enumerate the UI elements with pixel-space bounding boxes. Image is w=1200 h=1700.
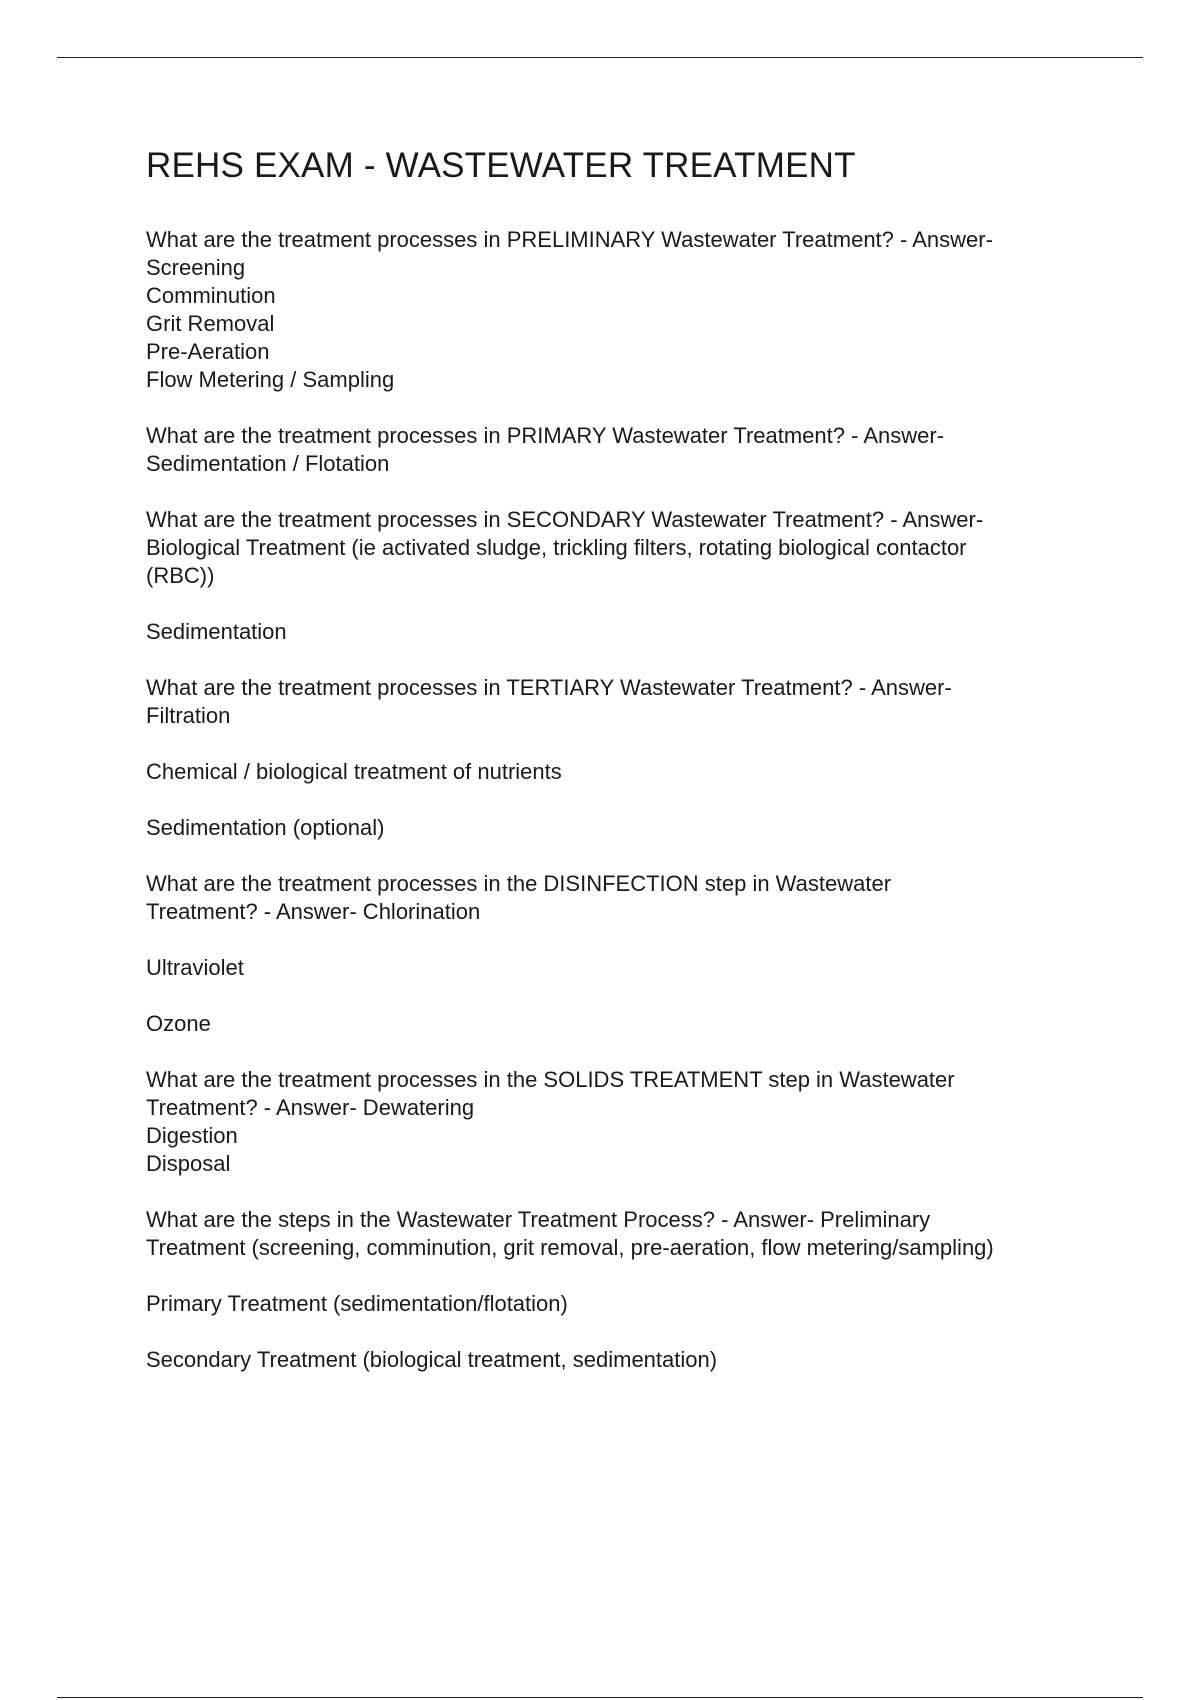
text-line: Flow Metering / Sampling — [146, 367, 395, 392]
text-line: Ozone — [146, 1011, 211, 1036]
text-line: Ultraviolet — [146, 955, 244, 980]
text-line: Primary Treatment (sedimentation/flotation) — [146, 1291, 568, 1316]
top-divider — [57, 57, 1143, 58]
qa-paragraph — [146, 814, 1096, 842]
text-line: Sedimentation — [146, 619, 287, 644]
text-line: Biological Treatment (ie activated sludge, trickling filters, rotating biological contactor — [146, 535, 967, 560]
text-line: Screening — [146, 255, 246, 280]
text-line: Disposal — [146, 1151, 231, 1176]
qa-paragraph — [146, 1290, 1096, 1318]
text-line: What are the treatment processes in the DISINFECTION step in Wastewater — [146, 871, 892, 896]
qa-list — [146, 226, 1096, 1374]
qa-paragraph — [146, 1346, 1096, 1374]
bottom-divider — [57, 1697, 1143, 1698]
page-title: REHS EXAM - WASTEWATER TREATMENT — [146, 146, 856, 185]
qa-paragraph — [146, 758, 1096, 786]
qa-paragraph — [146, 1206, 1096, 1262]
text-line: Treatment (screening, comminution, grit removal, pre-aeration, flow metering/sampling) — [146, 1235, 994, 1260]
text-line: (RBC)) — [146, 563, 215, 588]
text-line: What are the treatment processes in TERTIARY Wastewater Treatment? - Answer- — [146, 675, 952, 700]
text-line: What are the treatment processes in the SOLIDS TREATMENT step in Wastewater — [146, 1067, 955, 1092]
text-line: Pre-Aeration — [146, 339, 270, 364]
document-body — [146, 146, 1096, 1402]
qa-paragraph — [146, 1066, 1096, 1178]
qa-paragraph — [146, 674, 1096, 730]
text-line: Chemical / biological treatment of nutrients — [146, 759, 562, 784]
text-line: What are the treatment processes in PRIMARY Wastewater Treatment? - Answer- — [146, 423, 945, 448]
qa-paragraph — [146, 954, 1096, 982]
qa-paragraph — [146, 1010, 1096, 1038]
text-line: Sedimentation / Flotation — [146, 451, 390, 476]
text-line: What are the steps in the Wastewater Treatment Process? - Answer- Preliminary — [146, 1207, 931, 1232]
text-line: What are the treatment processes in PRELIMINARY Wastewater Treatment? - Answer- — [146, 227, 993, 252]
qa-paragraph — [146, 226, 1096, 394]
text-line: Sedimentation (optional) — [146, 815, 385, 840]
text-line: Filtration — [146, 703, 231, 728]
text-line: Grit Removal — [146, 311, 275, 336]
text-line: Treatment? - Answer- Chlorination — [146, 899, 481, 924]
text-line: Comminution — [146, 283, 276, 308]
qa-paragraph — [146, 618, 1096, 646]
text-line: Secondary Treatment (biological treatment, sedimentation) — [146, 1347, 718, 1372]
text-line: What are the treatment processes in SECONDARY Wastewater Treatment? - Answer- — [146, 507, 984, 532]
qa-paragraph — [146, 506, 1096, 590]
text-line: Treatment? - Answer- Dewatering — [146, 1095, 475, 1120]
qa-paragraph — [146, 870, 1096, 926]
qa-paragraph — [146, 422, 1096, 478]
text-line: Digestion — [146, 1123, 238, 1148]
